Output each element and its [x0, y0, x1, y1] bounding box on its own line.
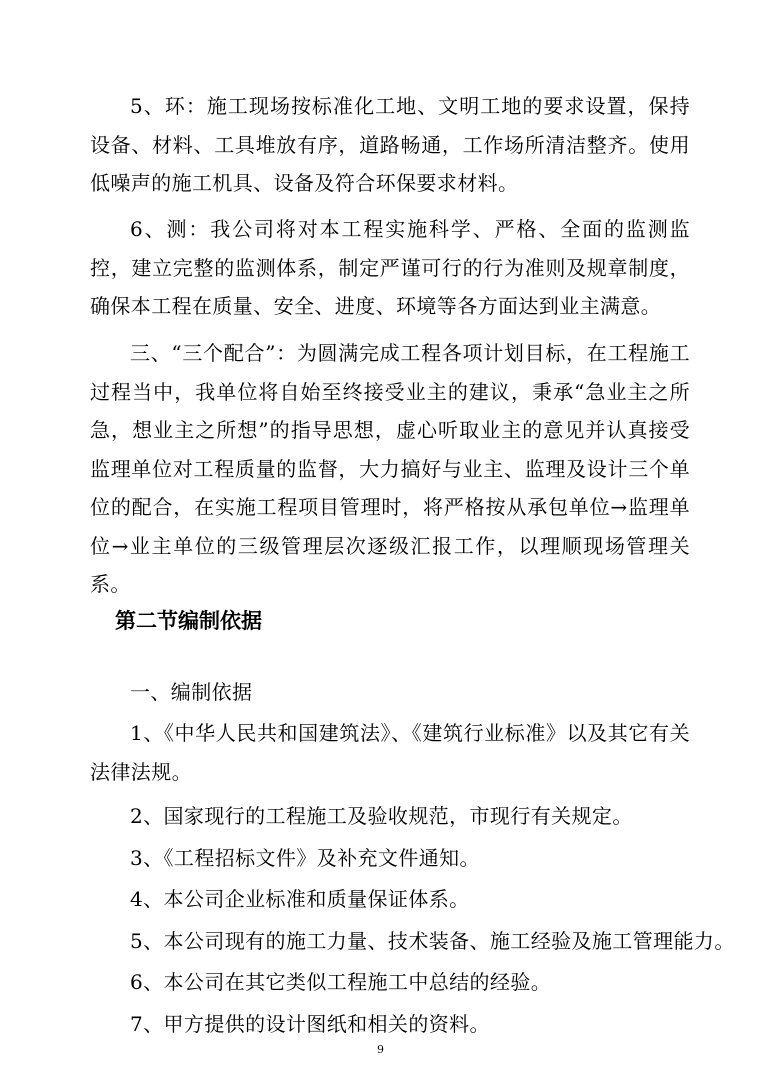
list-item: 1、《中华人民共和国建筑法》、《建筑行业标准》以及其它有关法律法规。: [90, 721, 690, 784]
paragraph-environment: 5、环：施工现场按标准化工地、文明工地的要求设置，保持设备、材料、工具堆放有序，道路畅通，工作场所清洁整齐。使用低噪声的施工机具、设备及符合环保要求材料。: [90, 94, 690, 195]
list-item: 6、本公司在其它类似工程施工中总结的经验。: [130, 970, 552, 994]
list-item: 5、本公司现有的施工力量、技术装备、施工经验及施工管理能力。: [130, 929, 735, 953]
paragraph-three-cooperations: 三、“三个配合”：为圆满完成工程各项计划目标，在工程施工过程当中，我单位将自始至终接受业主的建议，秉承“急业主之所急，想业主之所想”的指导思想，虚心听取业主的意见并认真接受监理单位对工程质量的监督，大力搞好与业主、监理及设计三个单位的配合，在实施工程项目管理时，将严格按从承包单位→监理单位→业主单位的三级管理层次逐级汇报工作，以理顺现场管理关系。: [90, 341, 690, 596]
page-number: 9: [377, 1043, 384, 1056]
paragraph-monitoring: 6、测：我公司将对本工程实施科学、严格、全面的监测监控，建立完整的监测体系，制定严谨可行的行为准则及规章制度，确保本工程在质量、安全、进度、环境等各方面达到业主满意。: [90, 217, 690, 318]
section-heading: 第二节编制依据: [115, 609, 262, 633]
list-item: 7、甲方提供的设计图纸和相关的资料。: [130, 1012, 490, 1036]
subheading: 一、编制依据: [130, 680, 253, 704]
list-item: 2、国家现行的工程施工及验收规范，市现行有关规定。: [130, 804, 633, 828]
list-item: 4、本公司企业标准和质量保证体系。: [130, 887, 470, 911]
list-item: 3、《工程招标文件》及补充文件通知。: [130, 846, 480, 870]
